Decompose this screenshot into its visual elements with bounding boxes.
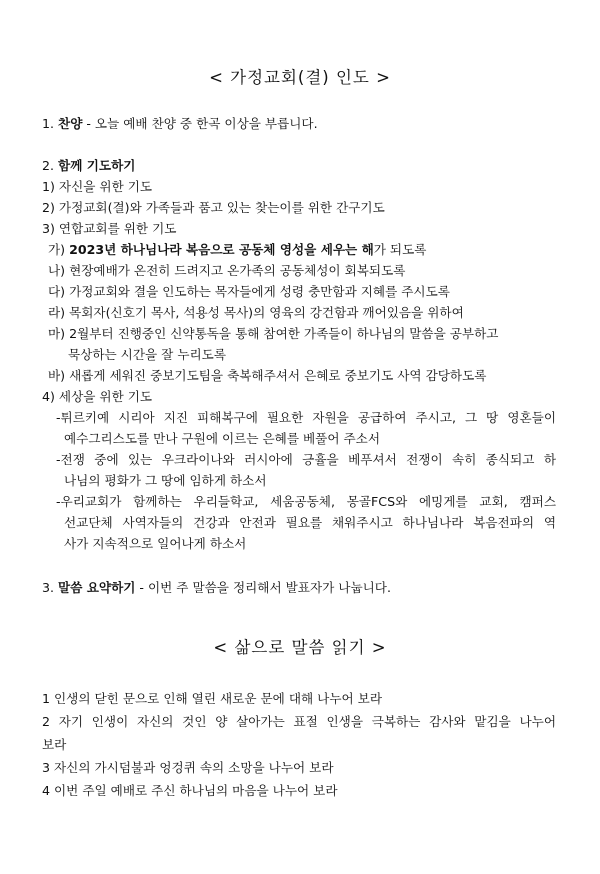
world-prayer-2-cont: 나님의 평화가 그 땅에 임하게 하소서 — [64, 473, 267, 488]
item-heading: 말씀 요약하기 — [58, 580, 136, 595]
world-prayer-2: -전쟁 중에 있는 우크라이나와 러시아에 긍휼을 베푸셔서 전쟁이 속히 종식되고 하 — [56, 452, 556, 467]
church-prayer-ba: 바) 새롭게 세워진 중보기도팀을 축복해주셔서 은혜로 중보기도 사역 감당하도록 — [48, 368, 487, 383]
church-prayer-ra: 라) 목회자(신호기 목사, 석용성 목사)의 영육의 강건함과 깨어있음을 위하여 — [48, 305, 464, 320]
church-prayer-ga: 가) 2023년 하나님나라 복음으로 공동체 영성을 세우는 해가 되도록 — [48, 242, 427, 257]
reflection-question-4: 4 이번 주일 예배로 주신 하나님의 마음을 나누어 보라 — [42, 783, 338, 798]
world-prayer-1: -튀르키예 시리아 지진 피해복구에 필요한 자원을 공급하여 주시고, 그 땅 영혼들이 — [56, 410, 556, 425]
item-heading: 찬양 — [58, 116, 83, 131]
item-description: - 오늘 예배 찬양 중 한곡 이상을 부릅니다. — [82, 116, 318, 131]
church-prayer-ma-cont: 묵상하는 시간을 잘 누리도록 — [68, 347, 226, 362]
item-number: 1. — [42, 116, 59, 131]
church-prayer-ma: 마) 2월부터 진행중인 신약통독을 통해 참여한 가족들이 하나님의 말씀을 공부하고 — [48, 326, 499, 341]
reflection-question-2-cont: 보라 — [42, 737, 67, 752]
world-prayer-3: -우리교회가 함께하는 우리들학교, 세움공동체, 몽골FCS와 에밍게를 교회, 캠퍼스 — [56, 494, 556, 509]
item-sermon-summary — [42, 578, 391, 598]
church-prayer-da: 다) 가정교회와 결을 인도하는 목자들에게 성령 충만함과 지혜를 주시도록 — [48, 284, 450, 299]
item-heading: 함께 기도하기 — [58, 158, 136, 173]
section-title-living-word: < 삶으로 말씀 읽기 > — [213, 638, 387, 657]
reflection-question-2: 2 자기 인생이 자신의 것인 양 살아가는 표절 인생을 극복하는 감사와 맡김을 나누어 — [42, 714, 556, 729]
item-number: 2. — [42, 158, 59, 173]
world-prayer-3-cont2: 사가 지속적으로 일어나게 하소서 — [64, 536, 247, 551]
prayer-sub-1: 1) 자신을 위한 기도 — [42, 179, 153, 194]
item-number: 3. — [42, 580, 59, 595]
reflection-question-1: 1 인생의 닫힌 문으로 인해 열린 새로운 문에 대해 나누어 보라 — [42, 691, 383, 706]
world-prayer-3-cont1: 선교단체 사역자들의 건강과 안전과 필요를 채워주시고 하나님나라 복음전파의 역 — [64, 515, 556, 530]
prayer-sub-4: 4) 세상을 위한 기도 — [42, 389, 153, 404]
world-prayer-1-cont: 예수그리스도를 만나 구원에 이르는 은혜를 베풀어 주소서 — [64, 431, 380, 446]
prayer-sub-3: 3) 연합교회를 위한 기도 — [42, 221, 177, 236]
item-pray-together — [42, 156, 135, 176]
prayer-sub-2: 2) 가정교회(결)와 가족들과 품고 있는 찾는이를 위한 간구기도 — [42, 200, 385, 215]
reflection-question-3: 3 자신의 가시덤불과 엉겅퀴 속의 소망을 나누어 보라 — [42, 760, 334, 775]
item-praise — [42, 114, 318, 134]
item-description: - 이번 주 말씀을 정리해서 발표자가 나눕니다. — [135, 580, 391, 595]
church-prayer-na: 나) 현장예배가 온전히 드려지고 온가족의 공동체성이 회복되도록 — [48, 263, 406, 278]
section-title-home-church: < 가정교회(결) 인도 > — [209, 68, 391, 87]
